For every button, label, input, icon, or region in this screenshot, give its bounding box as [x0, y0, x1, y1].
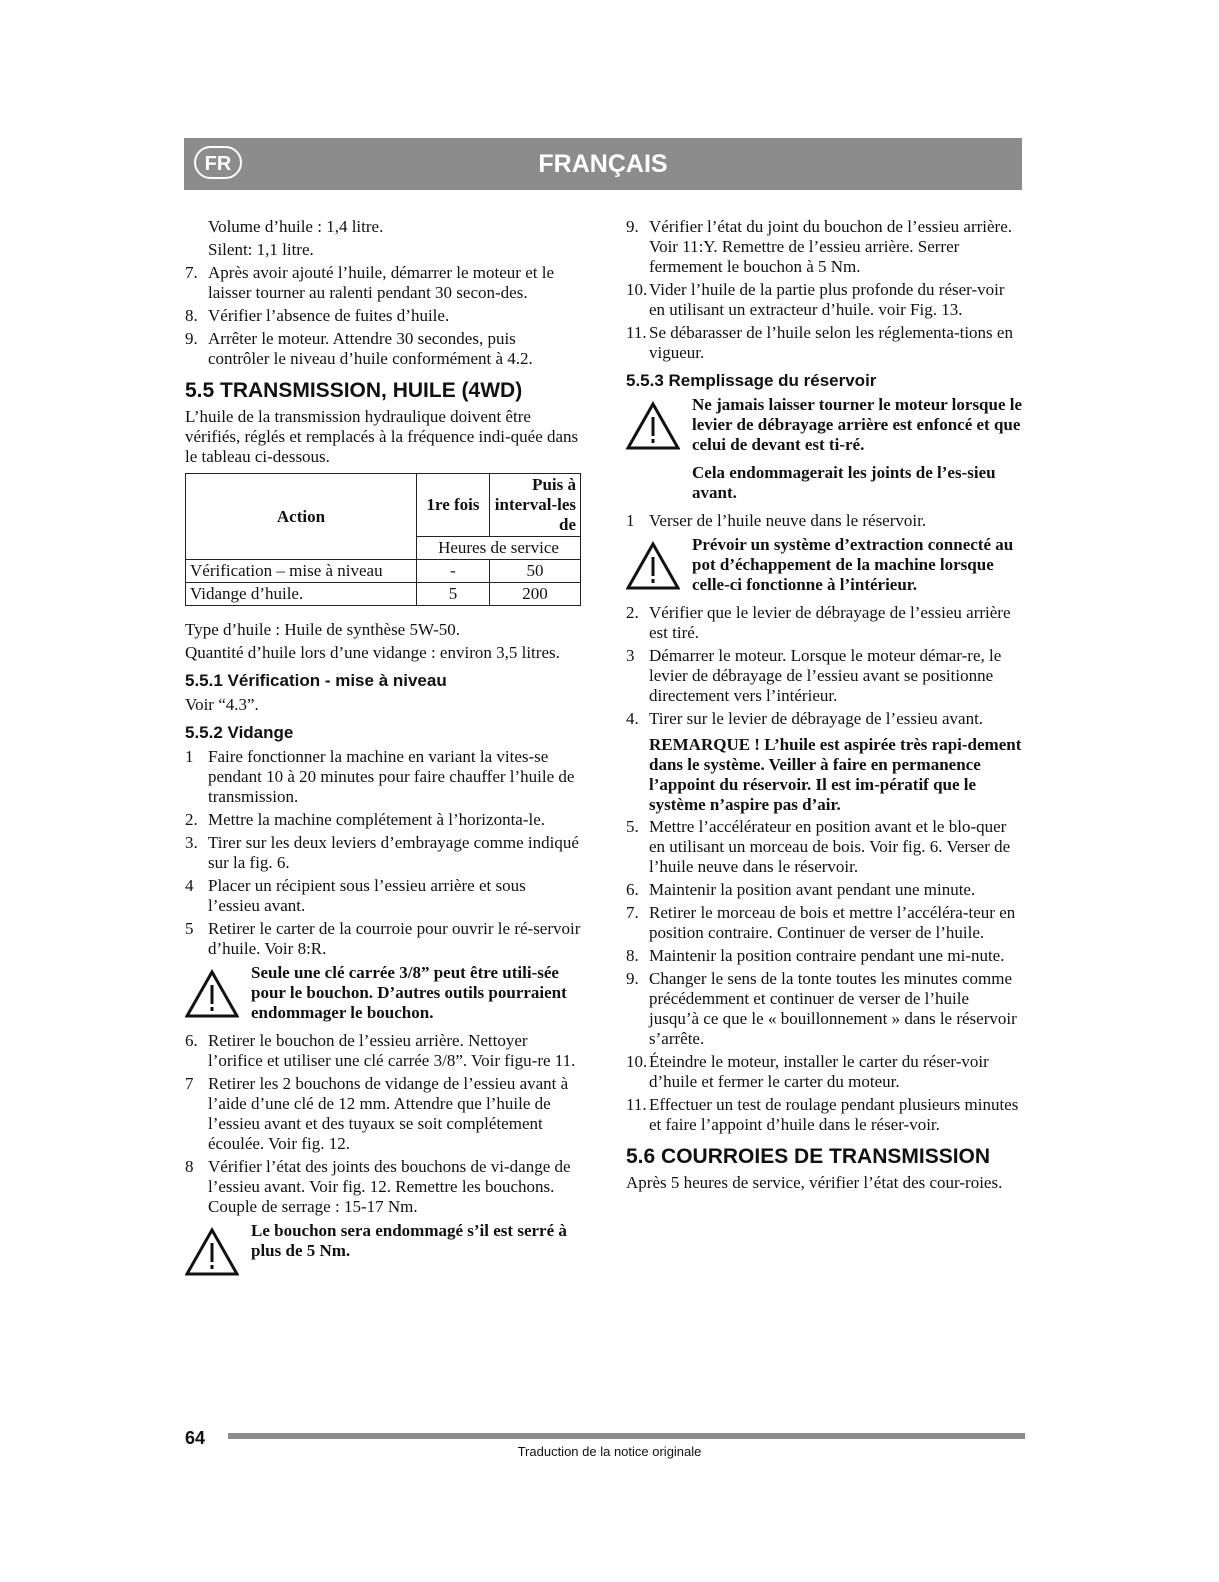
item-text: Arrêter le moteur. Attendre 30 secondes, puis contrôler le niveau d’huile conformément à 4.2.	[208, 329, 533, 368]
item-number: 7.	[626, 903, 639, 922]
item-number: 11.	[626, 1095, 647, 1114]
section-heading-5-5: 5.5 TRANSMISSION, HUILE (4WD)	[185, 379, 523, 402]
list-item	[626, 280, 1023, 320]
list-item	[626, 817, 1023, 877]
item-number: 7	[185, 1074, 194, 1093]
item-number: 6.	[626, 880, 639, 899]
right-column	[626, 217, 1023, 1196]
table-cell: 200	[490, 583, 581, 606]
list-item	[626, 709, 1023, 729]
table-header-action: Action	[186, 474, 417, 560]
item-number: 11.	[626, 323, 647, 342]
item-number: 4.	[626, 709, 639, 728]
item-text: Verser de l’huile neuve dans le réservoir.	[649, 511, 927, 530]
table-cell: 50	[490, 560, 581, 583]
table-header-first: 1re fois	[417, 474, 490, 537]
list-item	[185, 306, 581, 326]
language-banner	[184, 138, 1022, 190]
warning-text: Ne jamais laisser tourner le moteur lorsque le levier de débrayage arrière est enfoncé et que celui de devant est ti-ré.	[692, 395, 1023, 454]
list-item	[626, 217, 1023, 277]
table-cell: 5	[417, 583, 490, 606]
item-number: 10.	[626, 280, 648, 299]
list-item	[626, 946, 1023, 966]
table-header-interval: Puis à interval-les de	[490, 474, 581, 537]
item-text: Démarrer le moteur. Lorsque le moteur démar-re, le levier de débrayage de l’essieu avant se positionne directement vers l’intérieur.	[649, 646, 1002, 705]
language-title: FRANÇAIS	[538, 150, 668, 178]
oil-quantity: Quantité d’huile lors d’une vidange : environ 3,5 litres.	[185, 643, 560, 662]
list-item	[185, 263, 581, 303]
item-number: 9.	[185, 329, 198, 348]
list-item	[626, 511, 1023, 531]
item-text: Maintenir la position contraire pendant une mi-nute.	[649, 946, 1005, 965]
list-item	[626, 323, 1023, 363]
table-cell: -	[417, 560, 490, 583]
item-text: Changer le sens de la tonte toutes les minutes comme précédemment et continuer de verser de l’huile jusqu’à ce que le « bouillonnement » dans le réservoir s’arrête.	[649, 969, 1017, 1048]
section-text: Après 5 heures de service, vérifier l’état des cour-roies.	[626, 1173, 1003, 1192]
item-number: 2.	[626, 603, 639, 622]
item-number: 4	[185, 876, 194, 895]
list-item	[626, 603, 1023, 643]
list-item	[185, 329, 581, 369]
item-text: Tirer sur le levier de débrayage de l’essieu avant.	[649, 709, 984, 728]
maintenance-table	[185, 473, 581, 606]
item-text: Retirer les 2 bouchons de vidange de l’essieu avant à l’aide d’une clé de 12 mm. Attendre que l’huile de l’essieu avant et des tuyaux se soit complétement écoulée. Voir fig. 12.	[208, 1074, 569, 1153]
item-text: Après avoir ajouté l’huile, démarrer le moteur et le laisser tourner au ralenti pendant 30 secon-des.	[208, 263, 554, 302]
section-heading-5-6: 5.6 COURROIES DE TRANSMISSION	[626, 1145, 991, 1168]
item-number: 2.	[185, 810, 198, 829]
section-heading-5-5-2: 5.5.2 Vidange	[185, 723, 294, 742]
item-number: 6.	[185, 1031, 198, 1050]
item-text: Vérifier que le levier de débrayage de l’essieu arrière est tiré.	[649, 603, 1011, 642]
table-row	[186, 583, 581, 606]
item-text: Effectuer un test de roulage pendant plusieurs minutes et faire l’appoint d’huile dans le réser-voir.	[649, 1095, 1019, 1134]
list-item	[626, 903, 1023, 943]
oil-type: Type d’huile : Huile de synthèse 5W-50.	[185, 620, 460, 639]
item-text: Vérifier l’état des joints des bouchons de vi-dange de l’essieu avant. Voir fig. 12. Remettre les bouchons. Couple de serrage : 15-17 Nm.	[208, 1157, 571, 1216]
item-number: 8.	[626, 946, 639, 965]
item-text: Mettre l’accélérateur en position avant et le blo-quer en utilisant un morceau de bois. Voir fig. 6. Verser de l’huile neuve dans le réservoir.	[649, 817, 1011, 876]
item-text: Vérifier l’absence de fuites d’huile.	[208, 306, 450, 325]
list-item	[626, 880, 1023, 900]
warning-text: Seule une clé carrée 3/8” peut être utili-sée pour le bouchon. D’autres outils pourraient endommager le bouchon.	[251, 963, 567, 1022]
list-item	[185, 1031, 581, 1071]
list-item	[626, 646, 1023, 706]
warning-triangle-icon	[185, 1227, 239, 1277]
item-number: 8	[185, 1157, 194, 1176]
item-text: Mettre la machine complétement à l’horizonta-le.	[208, 810, 546, 829]
left-column	[185, 217, 581, 1269]
item-number: 5	[185, 919, 194, 938]
item-number: 8.	[185, 306, 198, 325]
warning-box	[626, 395, 1023, 503]
warning-triangle-icon	[185, 969, 239, 1019]
footer-divider	[228, 1433, 1025, 1439]
item-text: Vérifier l’état du joint du bouchon de l’essieu arrière. Voir 11:Y. Remettre de l’essieu arrière. Serrer fermement le bouchon à 5 Nm.	[649, 217, 1013, 276]
item-text: Tirer sur les deux leviers d’embrayage comme indiqué sur la fig. 6.	[208, 833, 579, 872]
item-text: Maintenir la position avant pendant une minute.	[649, 880, 976, 899]
section-heading-5-5-3: 5.5.3 Remplissage du réservoir	[626, 371, 877, 390]
list-item	[185, 1074, 581, 1154]
table-unit-row: Heures de service	[417, 537, 581, 560]
warning-triangle-icon	[626, 541, 680, 591]
list-item	[185, 810, 581, 830]
item-number: 1	[185, 747, 194, 766]
table-cell: Vérification – mise à niveau	[186, 560, 417, 583]
item-text: Éteindre le moteur, installer le carter du réser-voir d’huile et fermer le carter du moteur.	[649, 1052, 989, 1091]
item-text: Se débarasser de l’huile selon les réglementa-tions en vigueur.	[649, 323, 1013, 362]
warning-box	[185, 1221, 581, 1261]
warning-text: Cela endommagerait les joints de l’es-sieu avant.	[692, 463, 996, 502]
warning-text: Le bouchon sera endommagé s’il est serré à plus de 5 Nm.	[251, 1221, 567, 1260]
table-cell: Vidange d’huile.	[186, 583, 417, 606]
section-intro: L’huile de la transmission hydraulique doivent être vérifiés, réglés et remplacés à la fréquence indi-quée dans le tableau ci-dessous.	[185, 407, 579, 466]
item-number: 5.	[626, 817, 639, 836]
list-item	[626, 1095, 1023, 1135]
silent-volume-line: Silent: 1,1 litre.	[208, 240, 314, 259]
list-item	[626, 1052, 1023, 1092]
language-badge: FR	[194, 146, 242, 179]
item-text: Retirer le carter de la courroie pour ouvrir le ré-servoir d’huile. Voir 8:R.	[208, 919, 581, 958]
item-text: Placer un récipient sous l’essieu arrière et sous l’essieu avant.	[208, 876, 526, 915]
list-item	[185, 1157, 581, 1217]
list-item	[185, 833, 581, 873]
warning-triangle-icon	[626, 401, 680, 451]
item-text: Faire fonctionner la machine en variant la vites-se pendant 10 à 20 minutes pour faire chauffer l’huile de transmission.	[208, 747, 575, 806]
item-number: 3.	[185, 833, 198, 852]
list-item	[185, 919, 581, 959]
item-text: Vider l’huile de la partie plus profonde du réser-voir en utilisant un extracteur d’huile. voir Fig. 13.	[649, 280, 1005, 319]
remark-note: REMARQUE ! L’huile est aspirée très rapi-dement dans le système. Veiller à faire en permanence l’appoint du réservoir. Il est im-pératif que le système n’aspire pas d’air.	[649, 735, 1022, 814]
item-number: 9.	[626, 217, 639, 236]
oil-volume-line: Volume d’huile : 1,4 litre.	[208, 217, 384, 236]
warning-box	[185, 963, 581, 1023]
item-number: 9.	[626, 969, 639, 988]
list-item	[626, 969, 1023, 1049]
item-number: 3	[626, 646, 635, 665]
section-text: Voir “4.3”.	[185, 695, 259, 714]
item-number: 1	[626, 511, 635, 530]
footer-note: Traduction de la notice originale	[517, 1444, 702, 1459]
item-text: Retirer le bouchon de l’essieu arrière. Nettoyer l’orifice et utiliser une clé carrée 3/8”. Voir figu-re 11.	[208, 1031, 576, 1070]
table-row	[186, 560, 581, 583]
item-text: Retirer le morceau de bois et mettre l’accéléra-teur en position contraire. Continuer de verser de l’huile.	[649, 903, 1016, 942]
page-number: 64	[185, 1428, 206, 1448]
list-item	[185, 747, 581, 807]
list-item	[185, 876, 581, 916]
warning-text: Prévoir un système d’extraction connecté au pot d’échappement de la machine lorsque celle-ci fonctionne à l’intérieur.	[692, 535, 1014, 594]
warning-box	[626, 535, 1023, 595]
item-number: 10.	[626, 1052, 648, 1071]
item-number: 7.	[185, 263, 198, 282]
section-heading-5-5-1: 5.5.1 Vérification - mise à niveau	[185, 671, 447, 690]
